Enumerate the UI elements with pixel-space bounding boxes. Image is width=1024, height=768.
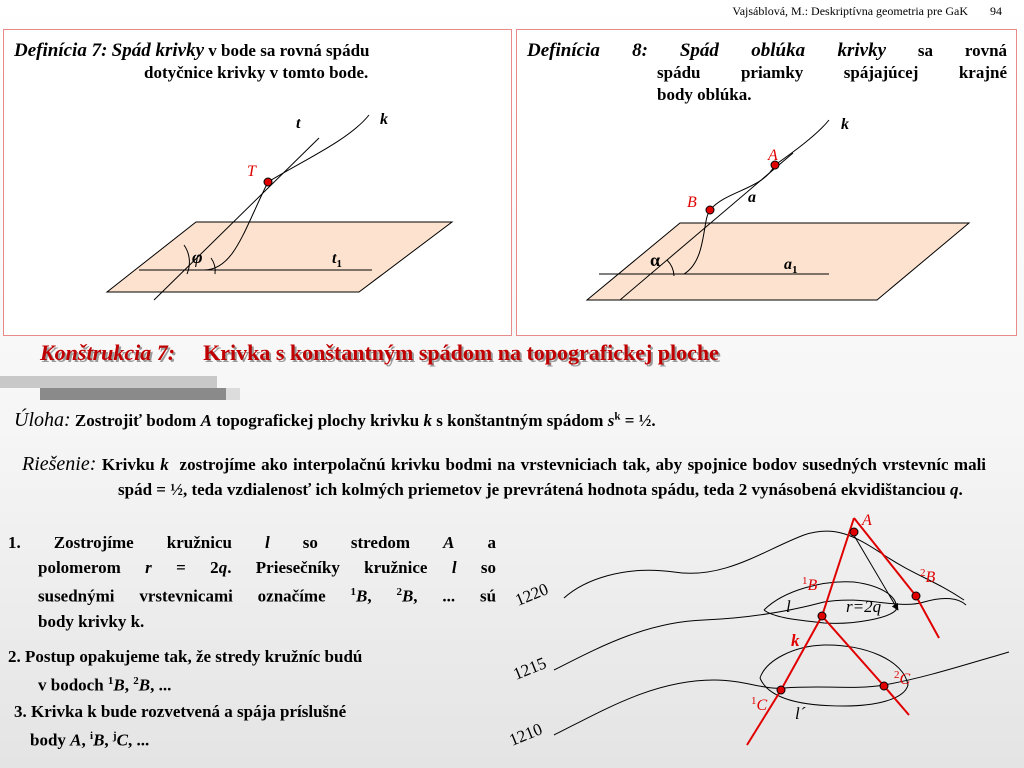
- slope-of-arc-figure: [517, 30, 1016, 335]
- page-number: 94: [990, 4, 1002, 18]
- point-T: [264, 178, 272, 186]
- task-text-4: = ½.: [620, 411, 656, 430]
- step1-line2c: so: [480, 558, 497, 577]
- step1-line2a: polomerom: [38, 558, 121, 577]
- definition-8-box: [516, 29, 1017, 336]
- label-2C: $^2$C: [894, 669, 911, 688]
- horizontal-plane: [107, 222, 452, 292]
- label-k: k: [380, 111, 388, 128]
- label-B: B: [687, 194, 697, 211]
- def8-line2: spádu priamky spájajúcej krajné: [657, 63, 1007, 82]
- construction-steps: [8, 530, 496, 753]
- def7-line1: v bode sa rovná spádu: [208, 41, 370, 60]
- step-3: [8, 699, 496, 753]
- label-k-contour: k: [791, 631, 800, 650]
- def8-line3: body oblúka.: [657, 85, 752, 104]
- step1-l: l: [264, 533, 270, 552]
- task-slope-sup: k: [614, 410, 621, 423]
- solution-q: q: [949, 480, 959, 499]
- step3-sup-j: j: [112, 730, 117, 743]
- def8-term: Spád oblúka krivky: [679, 40, 887, 61]
- point-B: [706, 206, 714, 214]
- label-1B: $^1$B: [802, 575, 818, 594]
- step2-t2: v bodoch: [38, 675, 104, 695]
- step2-B1: B: [113, 675, 125, 695]
- header-author: Vajsáblová, M.: Deskriptívna geometria pre GaK: [732, 4, 968, 18]
- task-slope-s: s: [607, 411, 615, 430]
- solution-riesenie: [22, 452, 986, 502]
- label-A-contour: A: [862, 512, 872, 529]
- def7-label: Definícia 7:: [14, 40, 108, 61]
- step2-B2: B: [138, 675, 151, 695]
- label-t1: $t_1$: [332, 250, 342, 270]
- circle-l-prime: [760, 645, 908, 706]
- decorative-bar-light: [0, 376, 217, 388]
- slope-of-curve-figure: [4, 30, 511, 335]
- construction-label: Konštrukcia 7:: [40, 340, 176, 365]
- label-alpha: α: [650, 250, 661, 270]
- step1-w5: a: [487, 533, 496, 552]
- construction-text: Krivka s konštantným spádom na topografickej ploche: [203, 340, 719, 365]
- decorative-bar-dark: [40, 388, 226, 400]
- step1-w2: kružnicu: [166, 533, 232, 552]
- point-A-contour: [850, 528, 858, 536]
- step3-C: C: [116, 730, 128, 750]
- step3-B: B: [93, 730, 105, 750]
- contour-label-1210: 1210: [506, 719, 546, 750]
- def8-line1: sa rovná: [917, 41, 1008, 60]
- point-2C: [880, 682, 888, 690]
- step1-line3a: susednými vrstevnicami označíme: [38, 586, 326, 606]
- def7-line2: dotyčnice krivky v tomto bode.: [144, 63, 369, 82]
- step1-A: A: [443, 533, 455, 552]
- task-curve-k: k: [423, 411, 432, 430]
- step1-sup1: 1: [350, 586, 356, 598]
- task-text-2: topografickej plochy krivku: [216, 411, 420, 430]
- task-uloha: [14, 409, 656, 432]
- label-a1: $a_1$: [784, 256, 798, 276]
- solution-label: Riešenie:: [22, 453, 97, 475]
- step1-line4: body krivky k.: [38, 611, 145, 631]
- solution-text-2: zostrojíme ako interpolačnú krivku bodmi na vrstevniciach tak, aby spojnice bodov susedných vrstevníc mali spád = ½, teda vzdialenosť ich kolmých priemetov je prevrátená hodnota spádu, teda 2 vynásobená ekvidištanciou: [118, 455, 987, 499]
- step2-t3: , ...: [150, 675, 172, 695]
- step2-sup2: 2: [133, 674, 139, 687]
- step-2: [8, 644, 496, 698]
- step1-B2: B: [401, 586, 414, 606]
- step1-q: q: [218, 558, 228, 577]
- label-l: l: [786, 597, 791, 616]
- step2-line1: 2. Postup opakujeme tak, že stredy kružníc budú: [8, 646, 363, 666]
- page-header: [732, 4, 1002, 19]
- point-1B: [818, 612, 826, 620]
- step3-A: A: [70, 730, 82, 750]
- horizontal-plane-2: [587, 223, 969, 300]
- step3-t3: , ...: [127, 730, 150, 750]
- contour-1220: [564, 531, 964, 600]
- step1-B1: B: [356, 586, 368, 606]
- construction-title: [40, 340, 719, 366]
- step2-comma: ,: [124, 675, 130, 695]
- contour-label-1220: 1220: [512, 579, 552, 610]
- contour-label-1215: 1215: [510, 653, 550, 684]
- step1-line2b: . Priesečníky kružnice: [227, 558, 428, 577]
- decorative-bar-end: [226, 388, 240, 400]
- label-A: A: [768, 147, 778, 164]
- step1-comma1: ,: [367, 586, 372, 606]
- def7-term: Spád krivky: [111, 40, 205, 61]
- task-text-1: Zostrojiť bodom: [74, 411, 197, 430]
- step-1: [8, 530, 496, 634]
- contour-map-figure: [504, 510, 1024, 768]
- step3-comma2: ,: [104, 730, 109, 750]
- step3-sup-i: i: [90, 730, 94, 743]
- solution-text-1: Krivku: [101, 455, 155, 474]
- step2-sup1: 1: [107, 674, 114, 687]
- step3-t2: body: [30, 730, 66, 750]
- label-t: t: [296, 115, 301, 132]
- task-label: Úloha:: [14, 409, 71, 431]
- step1-w3: so: [302, 533, 318, 552]
- label-k-2: k: [841, 116, 849, 133]
- solution-text-3: .: [958, 480, 963, 499]
- def8-label: Definícia 8:: [527, 40, 648, 61]
- point-1C: [777, 686, 785, 694]
- label-2B: $^2$B: [920, 567, 936, 586]
- label-1C: $^1$C: [751, 695, 768, 714]
- step1-r: r: [145, 558, 152, 577]
- step1-sup2: 2: [396, 586, 402, 598]
- label-phi: φ: [192, 247, 203, 267]
- task-text-3: s konštantným spádom: [436, 411, 604, 430]
- contour-1215: [554, 598, 966, 670]
- solution-curve-k: k: [160, 455, 169, 474]
- step1-l2: l: [451, 558, 457, 577]
- step1-eq: = 2: [176, 558, 219, 577]
- step1-line3b: , ... sú: [413, 586, 497, 606]
- step3-comma1: ,: [81, 730, 86, 750]
- definition-7-box: [3, 29, 512, 336]
- label-T: T: [247, 163, 256, 180]
- label-a: a: [748, 189, 756, 206]
- label-r2q: r=2q: [846, 597, 882, 616]
- task-point-A: A: [200, 411, 212, 430]
- step1-w1: Zostrojíme: [53, 533, 134, 552]
- step3-line1: 3. Krivka k bude rozvetvená a spája príslušné: [14, 702, 347, 722]
- label-l-prime: l´: [795, 704, 806, 723]
- step1-w4: stredom: [350, 533, 411, 552]
- point-2B: [912, 592, 920, 600]
- step1-num: 1.: [8, 533, 21, 552]
